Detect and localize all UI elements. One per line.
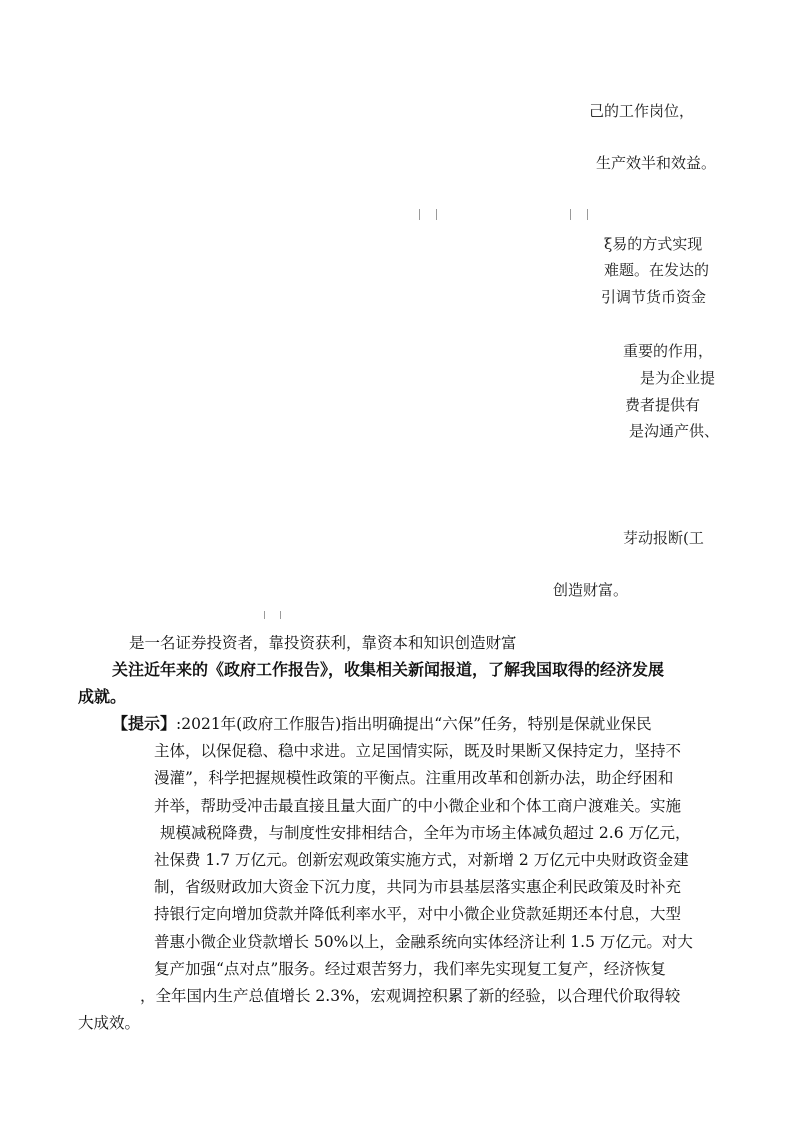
hint-line: 社保费 1.7 万亿元。创新宏观政策实施方式，对新增 2 万亿元中央财政资金建 bbox=[154, 851, 689, 869]
hint-line: ，全年国内生产总值增长 2.3%，宏观调控积累了新的经验，以合理代价取得较 bbox=[140, 987, 681, 1005]
hint-line: 复产加强“点对点”服务。经过艰苦努力，我们率先实现复工复产，经济恢复 bbox=[154, 960, 666, 978]
hint-line: 大成效。 bbox=[78, 1014, 141, 1032]
scan-mark bbox=[587, 209, 588, 220]
hint-line: 漫灌”，科学把握规模性政策的平衡点。注重用改革和创新办法，助企纾困和 bbox=[154, 769, 674, 787]
hint-line: 并举，帮助受冲击最直接且量大面广的中小微企业和个体工商户渡难关。实施 bbox=[154, 797, 682, 815]
question-line-1: 关注近年来的《政府工作报告》，收集相关新闻报道，了解我国取得的经济发展 bbox=[112, 660, 665, 679]
hint-label: 【提示】 bbox=[112, 714, 177, 733]
scan-mark bbox=[280, 611, 281, 619]
investor-line: 是一名证券投资者，靠投资获利，靠资本和知识创造财富 bbox=[129, 634, 517, 652]
question-line-2: 成就。 bbox=[78, 687, 127, 706]
hint-line: 规模减税降费，与制度性安排相结合，全年为市场主体减负超过 2.6 万亿元， bbox=[160, 824, 691, 842]
hint-paragraph-first-line bbox=[112, 713, 652, 735]
fragment-line-6: 重要的作用， bbox=[623, 342, 714, 360]
hint-line: 制，省级财政加大资金下沉力度，共同为市县基层落实惠企利民政策及时补充 bbox=[154, 878, 682, 896]
fragment-line-1: 己的工作岗位， bbox=[589, 102, 695, 120]
fragment-line-10: 芽动报断(工 bbox=[623, 529, 704, 547]
hint-line: 持银行定向增加贷款并降低利率水平，对中小微企业贷款延期还本付息，大型 bbox=[154, 905, 682, 923]
hint-line: 普惠小微企业贷款增长 50%以上，金融系统向实体经济让利 1.5 万亿元。对大 bbox=[154, 933, 693, 951]
fragment-line-3: ξ易的方式实现 bbox=[604, 235, 703, 253]
scan-mark bbox=[419, 209, 420, 220]
fragment-line-5: 引调节货币资金 bbox=[601, 288, 707, 306]
fragment-line-2: 生产效半和效益。 bbox=[596, 154, 717, 172]
scan-mark bbox=[436, 209, 437, 220]
fragment-line-4: 难题。在发达的 bbox=[604, 261, 710, 279]
fragment-line-11: 创造财富。 bbox=[553, 581, 629, 599]
hint-line: 主体，以保促稳、稳中求进。立足国情实际，既及时果断又保持定力，坚持不 bbox=[154, 742, 682, 760]
fragment-line-9: 是沟通产供、 bbox=[629, 422, 720, 440]
fragment-line-7: 是为企业提 bbox=[640, 369, 716, 387]
hint-line: :2021年(政府工作服告)指出明确提出“六保”任务，特别是保就业保民 bbox=[176, 715, 652, 733]
fragment-line-8: 费者提供有 bbox=[625, 396, 701, 414]
scan-mark bbox=[570, 209, 571, 220]
scan-mark bbox=[264, 611, 265, 619]
